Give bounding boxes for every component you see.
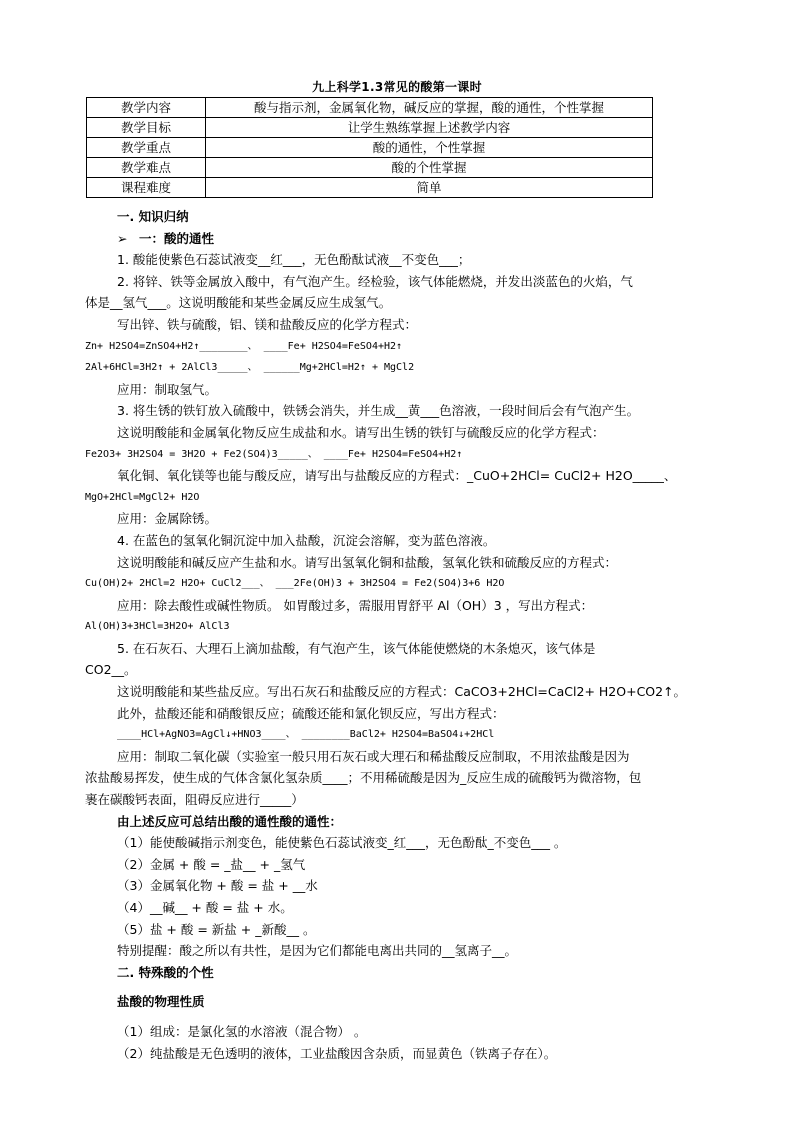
document-body <box>85 206 707 1064</box>
text-line: 应用：制取氢气。 <box>117 381 218 397</box>
text-line: 浓盐酸易挥发，使生成的气体含氯化氢杂质____；不用稀硫酸是因为_反应生成的硫酸钙为微溶物，包 <box>85 770 642 786</box>
arrow-bullet-icon: ➢ <box>117 230 128 246</box>
table-row <box>87 118 653 138</box>
list-item: （1）组成：是氯化氢的水溶液（混合物） 。 <box>117 1023 367 1039</box>
table-row <box>87 178 653 198</box>
section-heading: 一. 知识归纳 <box>117 209 189 224</box>
list-item: （3）金属氧化物 + 酸 = 盐 + __水 <box>117 878 318 894</box>
table-key: 教学内容 <box>87 98 206 118</box>
equation-line: ____HCl+AgNO3=AgCl↓+HNO3____、 ________BaCl2+ H2SO4=BaSO4↓+2HCl <box>117 729 495 741</box>
list-item: （2）纯盐酸是无色透明的液体，工业盐酸因含杂质，而显黄色（铁离子存在）。 <box>117 1045 557 1061</box>
table-value: 酸与指示剂，金属氧化物，碱反应的掌握，酸的通性，个性掌握 <box>206 98 653 118</box>
table-row <box>87 158 653 178</box>
text-line: 5. 在石灰石、大理石上滴加盐酸，有气泡产生，该气体能使燃烧的木条熄灭，该气体是 <box>117 640 596 656</box>
table-value: 酸的通性，个性掌握 <box>206 138 653 158</box>
equation-line: Cu(OH)2+ 2HCl=2 H2O+ CuCl2___、 ___2Fe(OH)3 + 3H2SO4 = Fe2(SO4)3+6 H2O <box>85 578 505 590</box>
table-row <box>87 138 653 158</box>
text-line: 氧化铜、氧化镁等也能与酸反应，请写出与盐酸反应的方程式：_CuO+2HCl= CuCl2+ H2O_____、 <box>117 468 677 484</box>
text-line: 特别提醒：酸之所以有共性，是因为它们都能电离出共同的__氢离子__。 <box>117 943 518 959</box>
text-line: 应用：金属除锈。 <box>117 511 218 527</box>
table-key: 教学难点 <box>87 158 206 178</box>
equation-line: Zn+ H2SO4=ZnSO4+H2↑________、 ____Fe+ H2SO4=FeSO4+H2↑ <box>85 340 403 352</box>
table-value: 简单 <box>206 178 653 198</box>
text-line: 应用：制取二氧化碳（实验室一般只用石灰石或大理石和稀盐酸反应制取，不用浓盐酸是因为 <box>117 748 630 764</box>
table-row <box>87 98 653 118</box>
subsection-heading: ➢ 一：酸的通性 <box>117 228 707 250</box>
document-title: 九上科学1.3常见的酸第一课时 <box>312 80 482 94</box>
text-line: 体是__氢气___。这说明酸能和某些金属反应生成氢气。 <box>85 295 392 311</box>
text-line: 1. 酸能使紫色石蕊试液变__红___，无色酚酞试液__不变色___； <box>117 252 471 268</box>
text-line: 写出锌、铁与硫酸，铝、镁和盐酸反应的化学方程式： <box>117 316 418 332</box>
table-value: 酸的个性掌握 <box>206 158 653 178</box>
section-heading: 二. 特殊酸的个性 <box>117 964 214 980</box>
list-item: （2）金属 + 酸 = _盐__ + _氢气 <box>117 856 306 872</box>
summary-heading: 由上述反应可总结出酸的通性酸的通性： <box>117 813 343 829</box>
text-line: 此外，盐酸还能和硝酸银反应；硫酸还能和氯化钡反应，写出方程式： <box>117 705 505 721</box>
text-line: 4. 在蓝色的氢氧化铜沉淀中加入盐酸，沉淀会溶解，变为蓝色溶液。 <box>117 532 496 548</box>
spacer <box>117 983 707 991</box>
text-line: CO2__。 <box>85 662 137 678</box>
spacer <box>117 1013 707 1021</box>
equation-line: MgO+2HCl=MgCl2+ H2O <box>85 491 200 503</box>
subsection-heading: 盐酸的物理性质 <box>117 994 205 1010</box>
table-value: 让学生熟练掌握上述教学内容 <box>206 118 653 138</box>
list-item: （4）__碱__ + 酸 = 盐 + 水。 <box>117 900 293 915</box>
text-line: 2. 将锌、铁等金属放入酸中，有气泡产生。经检验，该气体能燃烧，并发出淡蓝色的火焰，气 <box>117 273 633 289</box>
table-key: 教学目标 <box>87 118 206 138</box>
list-item: （5）盐 + 酸 = 新盐 + _新酸__ 。 <box>117 921 316 937</box>
equation-line: Al(OH)3+3HCl=3H2O+ AlCl3 <box>85 621 230 633</box>
lesson-info-table <box>86 97 653 198</box>
text-line: 应用：除去酸性或碱性物质。 如胃酸过多，需服用胃舒平 Al（OH）3 ，写出方程式： <box>117 597 594 613</box>
table-key: 课程难度 <box>87 178 206 198</box>
text-line: 这说明酸能和某些盐反应。写出石灰石和盐酸反应的方程式：CaCO3+2HCl=CaCl2+ H2O+CO2↑。 <box>117 684 687 700</box>
text-line: 3. 将生锈的铁钉放入硫酸中，铁锈会消失，并生成__黄___色溶液，一段时间后会有气泡产生。 <box>117 403 640 419</box>
equation-line: Fe2O3+ 3H2SO4 = 3H2O + Fe2(SO4)3_____、 ____Fe+ H2SO4=FeSO4+H2↑ <box>85 448 463 460</box>
list-item: （1）能使酸碱指示剂变色，能使紫色石蕊试液变_红___，无色酚酞_不变色___ 。 <box>117 835 567 851</box>
text-line: 裹在碳酸钙表面，阻碍反应进行_____） <box>85 792 304 808</box>
text-line: 这说明酸能和金属氧化物反应生成盐和水。请写出生锈的铁钉与硫酸反应的化学方程式： <box>117 424 605 440</box>
text-line: 这说明酸能和碱反应产生盐和水。请写出氢氧化铜和盐酸，氢氧化铁和硫酸反应的方程式： <box>117 554 618 570</box>
table-key: 教学重点 <box>87 138 206 158</box>
equation-line: 2Al+6HCl=3H2↑ + 2AlCl3_____、 ______Mg+2HCl=H2↑ + MgCl2 <box>85 362 415 374</box>
